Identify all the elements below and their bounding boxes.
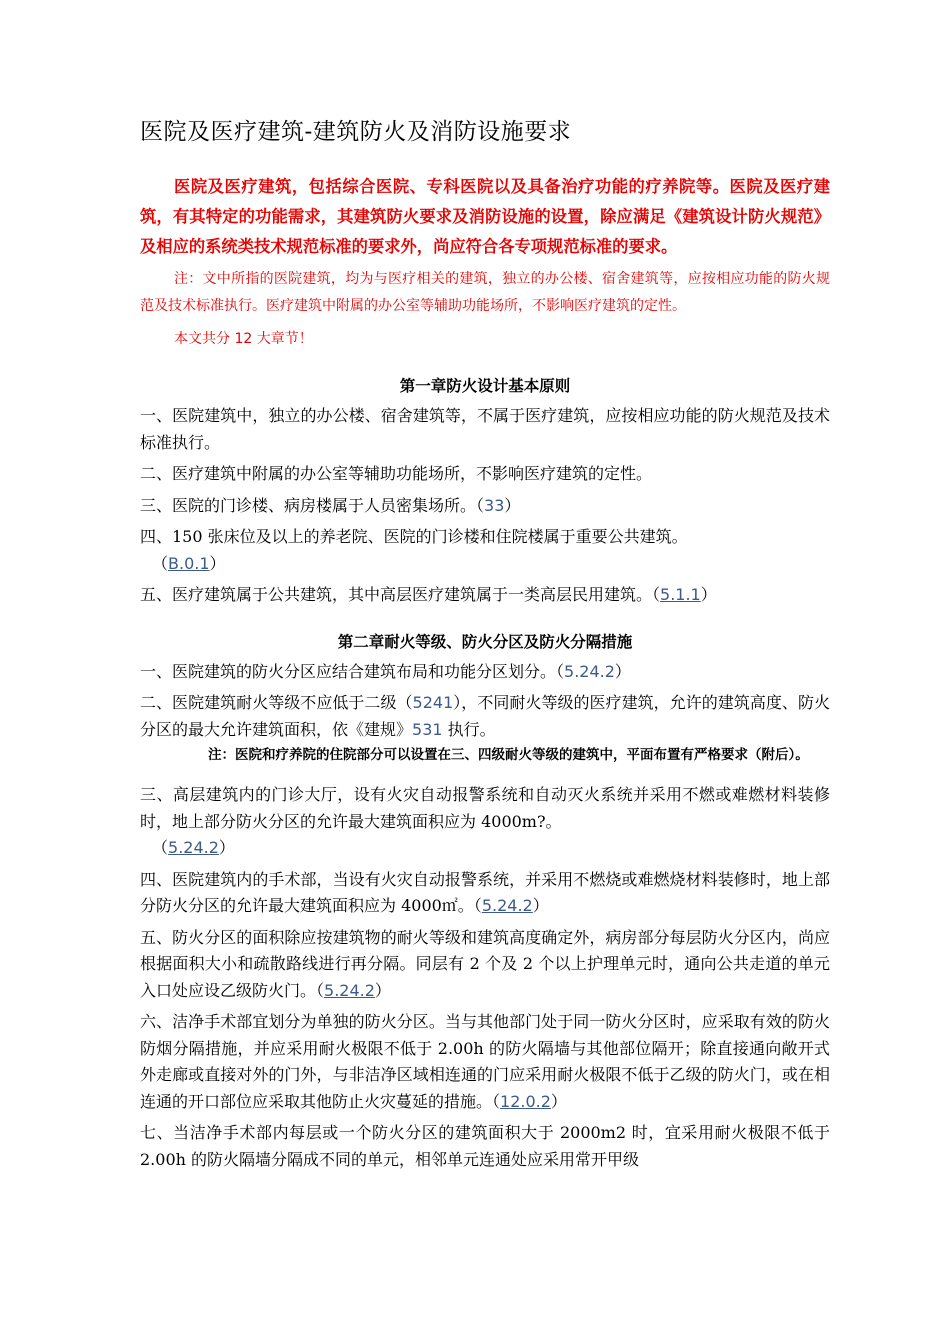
code-reference-link[interactable]: 5.24.2 <box>324 980 375 1000</box>
code-reference-link[interactable]: 5.1.1 <box>660 585 701 604</box>
code-reference-link[interactable]: B.0.1 <box>168 553 210 573</box>
ch2-item-3: 三、高层建筑内的门诊大厅，设有火灾自动报警系统和自动灭火系统并采用不燃或难燃材料装修时，地上部分防火分区的允许最大建筑面积应为 4000m?。 （5.24.2） <box>140 782 830 862</box>
ch2-item-2: 二、医院建筑耐火等级不应低于二级（5241），不同耐火等级的医疗建筑，允许的建筑高度、防火分区的最大允许建筑面积，依《建规》531 执行。 <box>140 693 830 739</box>
ch1-item-2: 二、医疗建筑中附属的办公室等辅助功能场所，不影响医疗建筑的定性。 <box>140 464 653 483</box>
chapter-2-title: 第二章耐火等级、防火分区及防火分隔措施 <box>337 632 633 651</box>
ch2-item-7: 七、当洁净手术部内每层或一个防火分区的建筑面积大于 2000m2 时，宜采用耐火极限不低于 2.00h 的防火隔墙分隔成不同的单元，相邻单元连通处应采用常开甲级 <box>140 1123 830 1169</box>
ch2-item-4: 四、医院建筑内的手术部，当设有火灾自动报警系统，并采用不燃烧或难燃烧材料装修时，地上部分防火分区的允许最大建筑面积应为 4000㎡。（5.24.2） <box>140 869 830 915</box>
ch1-item-3: 三、医院的门诊楼、病房楼属于人员密集场所。（33） <box>140 495 521 515</box>
code-reference-link[interactable]: 5.24.2 <box>481 896 533 915</box>
ch1-item-1: 一、医院建筑中，独立的办公楼、宿舍建筑等，不属于医疗建筑，应按相应功能的防火规范及技术标准执行。 <box>140 406 830 452</box>
ch2-note: 注：医院和疗养院的住院部分可以设置在三、四级耐火等级的建筑中，平面布置有严格要求（附后）。 <box>208 747 809 763</box>
document-title: 医院及医疗建筑-建筑防火及消防设施要求 <box>140 119 572 145</box>
ch1-item-5: 五、医疗建筑属于公共建筑，其中高层医疗建筑属于一类高层民用建筑。（5.1.1） <box>140 585 717 604</box>
ch2-item-5: 五、防火分区的面积除应按建筑物的耐火等级和建筑高度确定外，病房部分每层防火分区内，尚应根据面积大小和疏散路线进行再分隔。同层有 2 个及 2 个以上护理单元时，通向公共走道的单元入口处应设乙级防火门。（5.24.2） <box>140 927 830 1000</box>
chapter-1-title: 第一章防火设计基本原则 <box>399 377 571 395</box>
ch1-item-4-ref: （B.0.1） <box>152 553 226 573</box>
code-reference-link[interactable]: 5.24.2 <box>168 838 219 857</box>
chapter-count-note: 本文共分 12 大章节！ <box>174 331 313 347</box>
intro-paragraph: 医院及医疗建筑，包括综合医院、专科医院以及具备治疗功能的疗养院等。医院及医疗建筑，有其特定的功能需求，其建筑防火要求及消防设施的设置，除应满足《建筑设计防火规范》及相应的系统类技术规范标准的要求外，尚应符合各专项规范标准的要求。 <box>140 177 830 256</box>
code-reference: 5241 <box>412 693 454 712</box>
code-reference-link[interactable]: 12.0.2 <box>500 1091 551 1111</box>
code-reference: 5.24.2 <box>564 661 615 681</box>
document-page <box>140 112 830 1178</box>
intro-note: 注：文中所指的医院建筑，均为与医疗相关的建筑，独立的办公楼、宿舍建筑等，应按相应功能的防火规范及技术标准执行。医疗建筑中附属的办公室等辅助功能场所，不影响医疗建筑的定性。 <box>140 271 830 314</box>
ch2-item-3-ref: （5.24.2） <box>152 838 235 857</box>
code-reference: 531 <box>412 719 443 739</box>
ch1-item-4: 四、150 张床位及以上的养老院、医院的门诊楼和住院楼属于重要公共建筑。 （B.0.1） <box>140 524 830 577</box>
ch2-item-6: 六、洁净手术部宜划分为单独的防火分区。当与其他部门处于同一防火分区时，应采取有效的防火防烟分隔措施，并应采用耐火极限不低于 2.00h 的防火隔墙与其他部位隔开；除直接通向敞开式外走廊或直接对外的门外，与非洁净区域相连通的门应采用耐火极限不低于乙级的防火门，或在相连通的开口部位应采取其他防止火灾蔓延的措施。（12.0.2） <box>140 1012 830 1111</box>
ch2-item-1: 一、医院建筑的防火分区应结合建筑布局和功能分区划分。（5.24.2） <box>140 661 631 681</box>
code-reference: 33 <box>484 495 505 515</box>
